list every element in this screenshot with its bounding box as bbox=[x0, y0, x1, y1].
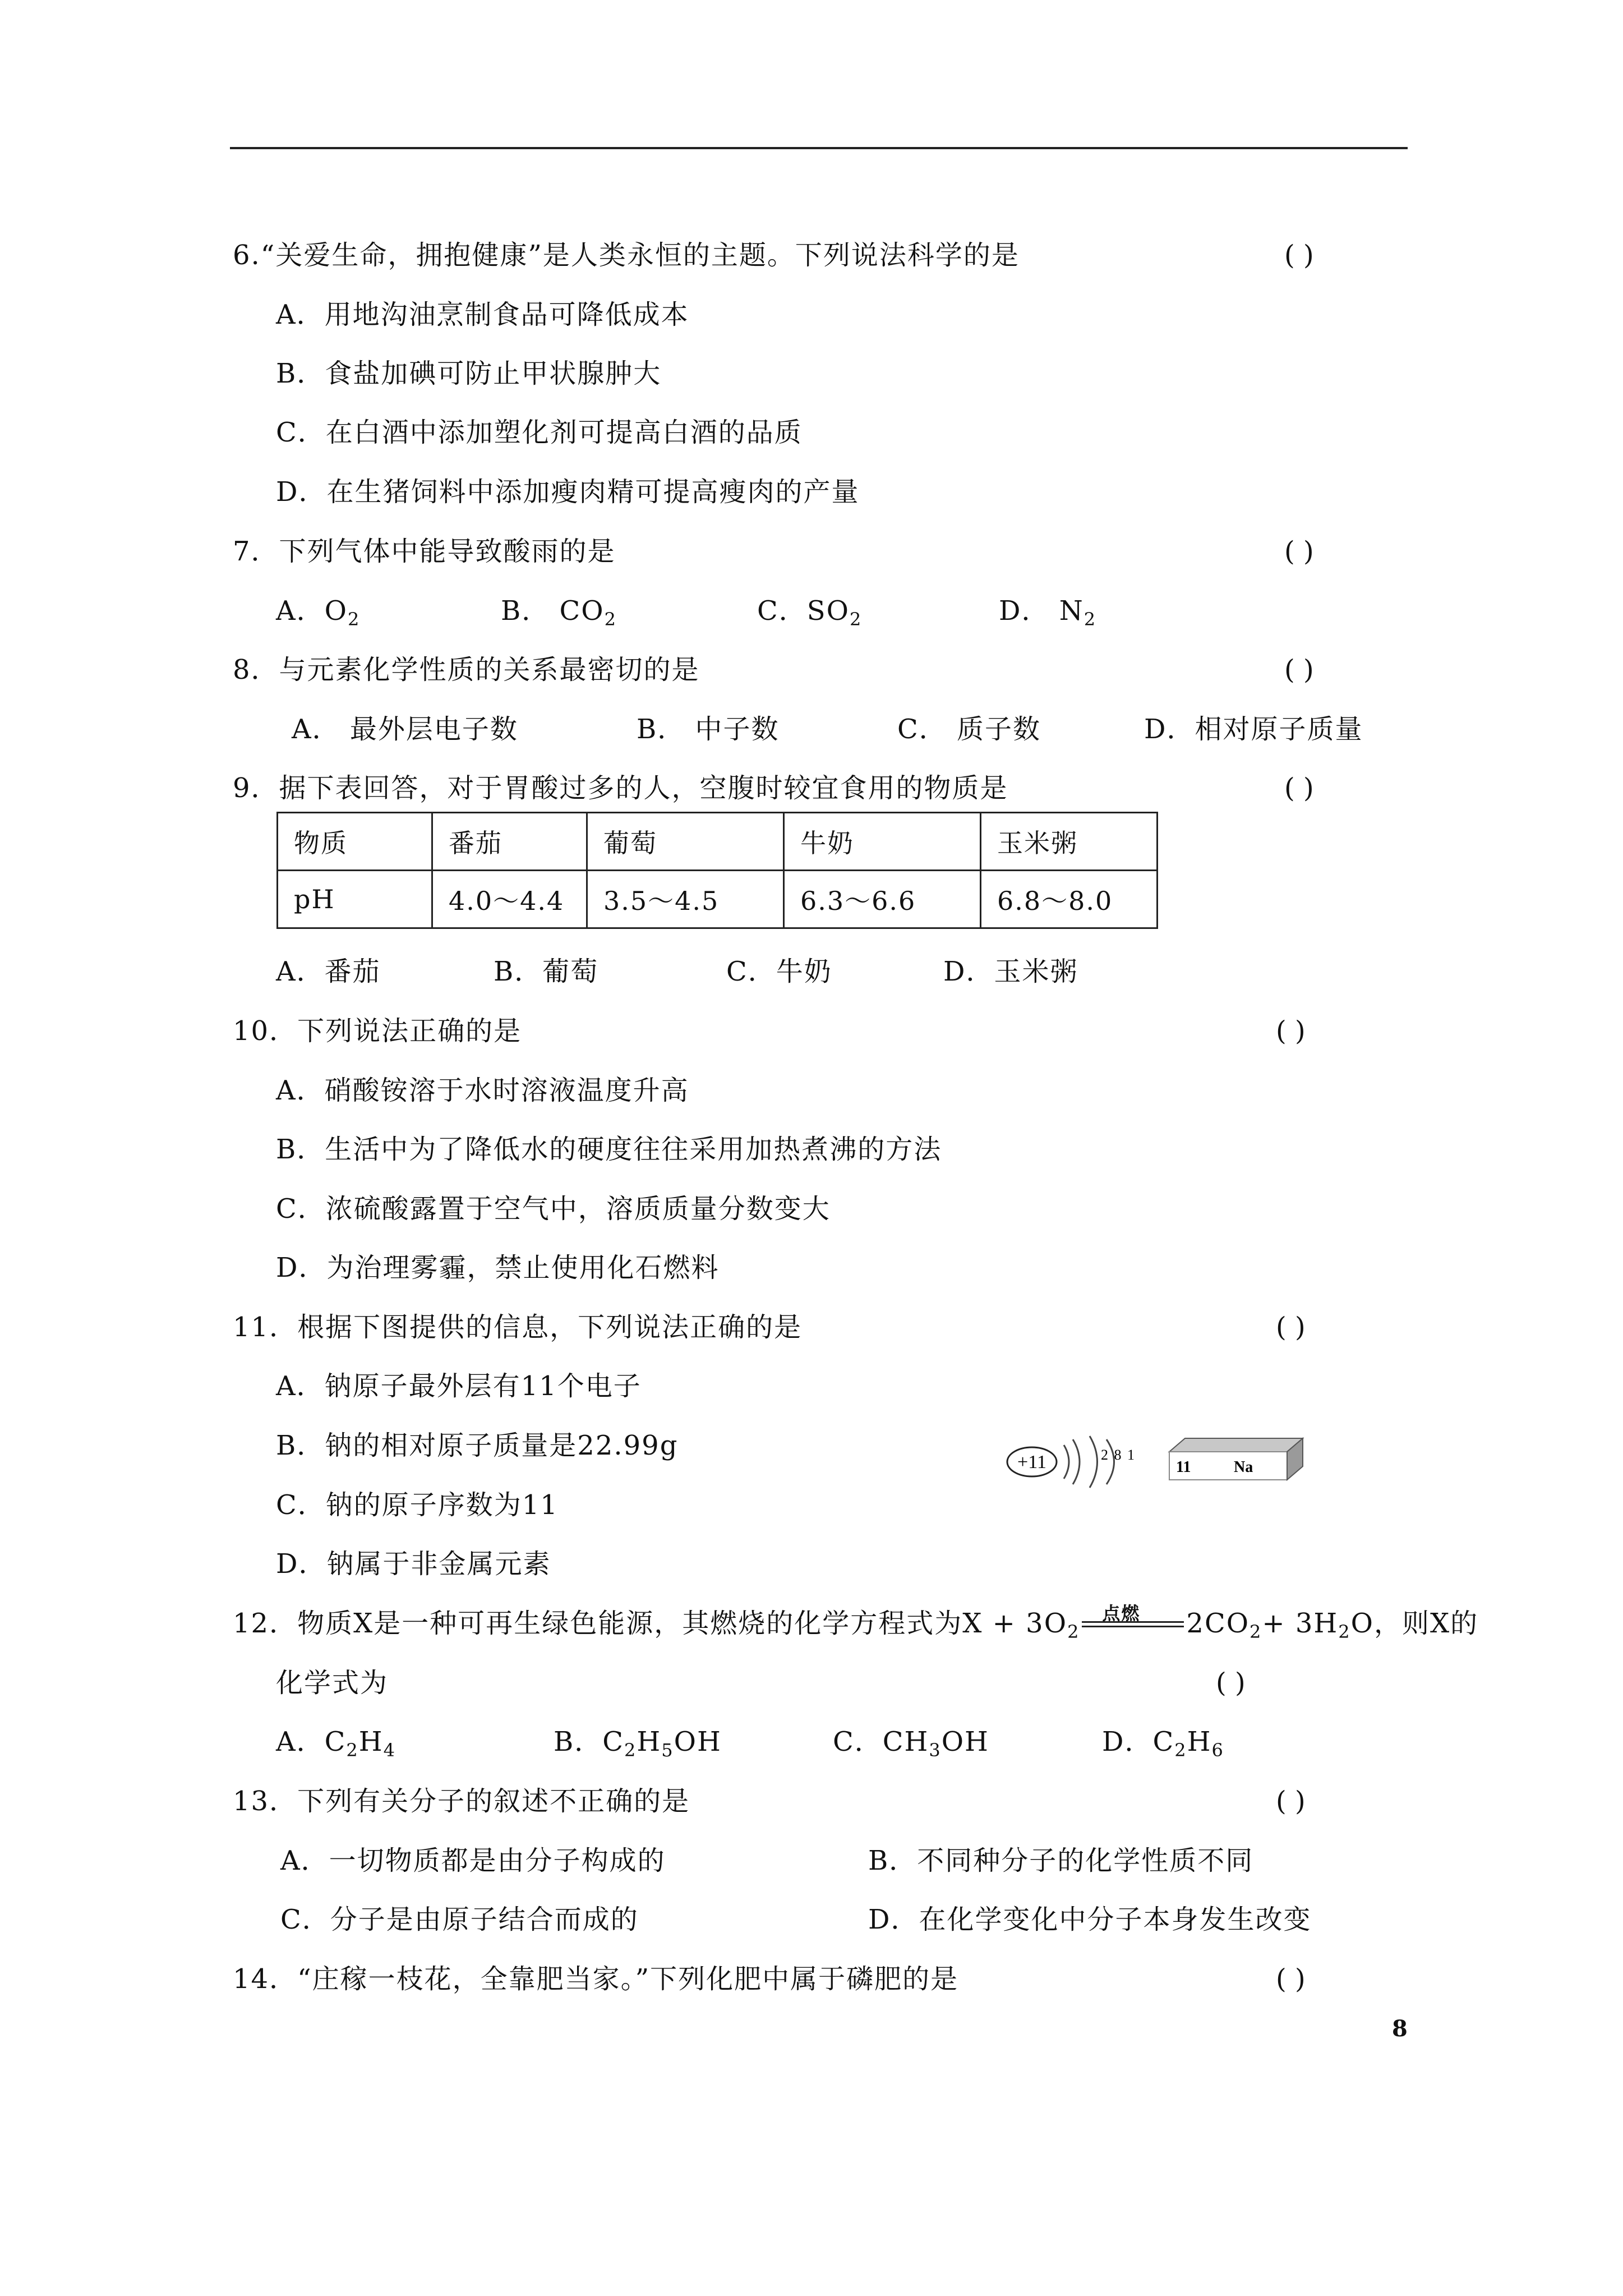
q8-stem: 8．与元素化学性质的关系最密切的是 bbox=[233, 654, 700, 685]
reaction-arrow bbox=[1080, 1603, 1186, 1640]
atomic-number-label: 11 bbox=[1176, 1458, 1191, 1476]
q8-option-d: D．相对原子质量 bbox=[1144, 714, 1363, 745]
sodium-atom-figure bbox=[1001, 1400, 1315, 1518]
ph-table bbox=[276, 812, 1158, 929]
table-cell: 葡萄 bbox=[587, 813, 784, 871]
reaction-condition: 点燃 bbox=[1102, 1603, 1141, 1624]
q8-answer-blank: ( ) bbox=[1284, 654, 1314, 685]
q11-option-c: C．钠的原子序数为11 bbox=[276, 1489, 559, 1521]
q14-answer-blank: ( ) bbox=[1276, 1963, 1306, 1995]
q9-option-c: C．牛奶 bbox=[726, 956, 832, 987]
q10-answer-blank: ( ) bbox=[1276, 1015, 1306, 1047]
q10-option-a: A．硝酸铵溶于水时溶液温度升高 bbox=[276, 1075, 689, 1106]
header-rule bbox=[230, 147, 1408, 149]
q10-option-b: B．生活中为了降低水的硬度往往采用加热煮沸的方法 bbox=[276, 1134, 942, 1165]
table-cell: pH bbox=[278, 871, 432, 928]
q7-option-b: B． $CO_2$ bbox=[501, 595, 617, 630]
q6-answer-blank: ( ) bbox=[1284, 240, 1314, 271]
q8-option-a: A． 最外层电子数 bbox=[292, 714, 518, 745]
q10-option-c: C．浓硫酸露置于空气中，溶质质量分数变大 bbox=[276, 1193, 831, 1225]
q9-stem: 9．据下表回答，对于胃酸过多的人，空腹时较宜食用的物质是 bbox=[233, 772, 1008, 804]
q12-option-c: C．$CH_3OH$ bbox=[833, 1726, 989, 1761]
table-cell: 6.3～6.6 bbox=[784, 871, 981, 928]
element-symbol-label: Na bbox=[1234, 1458, 1253, 1476]
q7-option-d: D． $N_2$ bbox=[999, 595, 1097, 630]
q12-option-d: D．$C_2H_6$ bbox=[1102, 1726, 1224, 1761]
q7-option-c: C．$SO_2$ bbox=[757, 595, 863, 630]
table-row bbox=[278, 871, 1158, 928]
atom-structure-diagram bbox=[1007, 1436, 1136, 1488]
table-cell: 牛奶 bbox=[784, 813, 981, 871]
table-cell: 玉米粥 bbox=[981, 813, 1158, 871]
q13-option-d: D．在化学变化中分子本身发生改变 bbox=[868, 1904, 1312, 1935]
q6-option-d: D．在生猪饲料中添加瘦肉精可提高瘦肉的产量 bbox=[276, 476, 860, 508]
table-cell: 4.0～4.4 bbox=[432, 871, 587, 928]
q13-option-b: B．不同种分子的化学性质不同 bbox=[868, 1845, 1254, 1876]
q13-stem: 13．下列有关分子的叙述不正确的是 bbox=[233, 1786, 690, 1817]
q11-option-b: B．钠的相对原子质量是22.99g bbox=[276, 1430, 679, 1461]
nucleus-label: +11 bbox=[1017, 1452, 1046, 1473]
q11-option-d: D．钠属于非金属元素 bbox=[276, 1548, 551, 1580]
q14-stem: 14．“庄稼一枝花，全靠肥当家。”下列化肥中属于磷肥的是 bbox=[233, 1963, 959, 1995]
table-row bbox=[278, 813, 1158, 871]
table-cell: 物质 bbox=[278, 813, 432, 871]
q6-stem: 6.“关爱生命，拥抱健康”是人类永恒的主题。下列说法科学的是 bbox=[233, 240, 1020, 271]
electron-shells-label: 2 8 1 bbox=[1101, 1447, 1136, 1463]
q7-stem: 7．下列气体中能导致酸雨的是 bbox=[233, 536, 616, 567]
element-cell bbox=[1169, 1438, 1303, 1480]
q12-stem: 12．物质X是一种可再生绿色能源，其燃烧的化学方程式为$X + 3O_2$ 点燃 $2CO_2+ 3H_2O$，则X的 bbox=[233, 1607, 1478, 1649]
q11-answer-blank: ( ) bbox=[1276, 1312, 1306, 1343]
page-number: 8 bbox=[1392, 2016, 1408, 2042]
q10-stem: 10．下列说法正确的是 bbox=[233, 1015, 522, 1047]
q12-option-a: A．$C_2H_4$ bbox=[276, 1726, 396, 1761]
q7-option-a: A．$O_2$ bbox=[276, 595, 361, 630]
q8-option-c: C． 质子数 bbox=[897, 714, 1041, 745]
q6-option-b: B．食盐加碘可防止甲状腺肿大 bbox=[276, 358, 662, 389]
q13-option-c: C．分子是由原子结合而成的 bbox=[280, 1904, 639, 1935]
q6-option-a: A．用地沟油烹制食品可降低成本 bbox=[276, 299, 689, 330]
q6-option-c: C．在白酒中添加塑化剂可提高白酒的品质 bbox=[276, 417, 803, 448]
q9-option-a: A．番茄 bbox=[276, 956, 381, 987]
q13-answer-blank: ( ) bbox=[1276, 1786, 1306, 1817]
q12-answer-blank: ( ) bbox=[1216, 1667, 1246, 1699]
table-cell: 番茄 bbox=[432, 813, 587, 871]
q9-option-d: D．玉米粥 bbox=[943, 956, 1078, 987]
table-cell: 6.8～8.0 bbox=[981, 871, 1158, 928]
q9-answer-blank: ( ) bbox=[1284, 772, 1314, 804]
q8-option-b: B． 中子数 bbox=[637, 714, 780, 745]
q13-option-a: A．一切物质都是由分子构成的 bbox=[280, 1845, 666, 1876]
q10-option-d: D．为治理雾霾，禁止使用化石燃料 bbox=[276, 1252, 720, 1283]
q11-stem: 11．根据下图提供的信息，下列说法正确的是 bbox=[233, 1312, 803, 1343]
q7-answer-blank: ( ) bbox=[1284, 536, 1314, 567]
q11-option-a: A．钠原子最外层有11个电子 bbox=[276, 1370, 642, 1402]
table-cell: 3.5～4.5 bbox=[587, 871, 784, 928]
q12-stem-line2: 化学式为 bbox=[276, 1667, 389, 1699]
q12-option-b: B．$C_2H_5OH$ bbox=[554, 1726, 722, 1761]
q9-option-b: B．葡萄 bbox=[494, 956, 599, 987]
